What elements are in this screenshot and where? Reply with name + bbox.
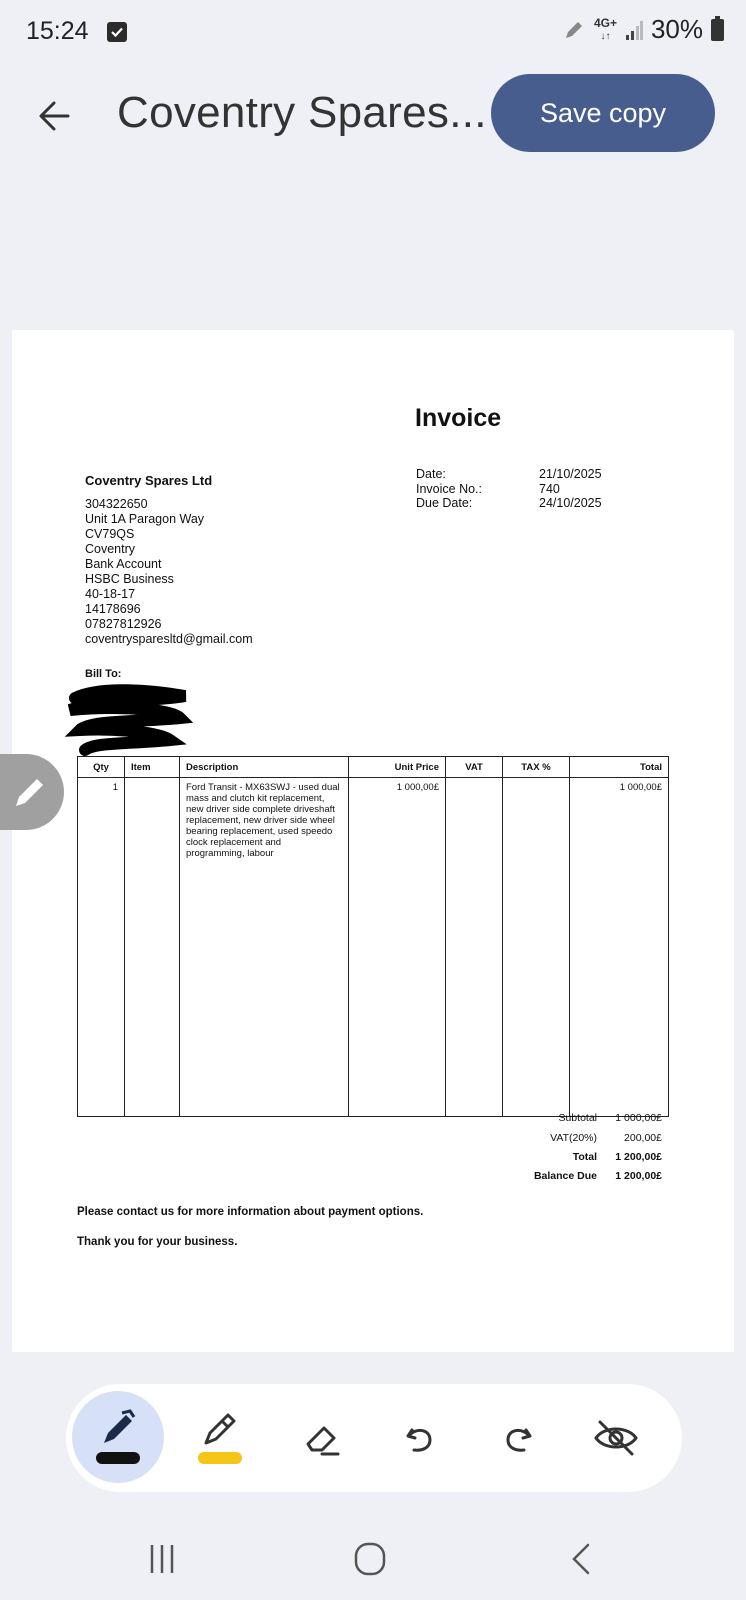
company-line: CV79QS (85, 527, 135, 541)
undo-icon (400, 1418, 440, 1458)
vat-label: VAT(20%) (550, 1132, 597, 1144)
network-indicator: 4G+ ↓↑ (593, 15, 617, 42)
cell-tax (503, 778, 570, 1117)
invoice-meta-labels (416, 467, 482, 511)
battery-percent: 30% (650, 14, 703, 44)
cell-vat (446, 778, 503, 1117)
balance-due-label: Balance Due (533, 1170, 597, 1182)
system-back-button[interactable] (552, 1534, 612, 1584)
cell-qty: 1 (78, 778, 125, 1117)
highlighter-color-swatch (198, 1452, 242, 1464)
highlighter-icon (198, 1407, 242, 1451)
header-tax: TAX % (503, 757, 570, 778)
payment-info-note: Please contact us for more information about payment options. (77, 1206, 424, 1218)
header-vat: VAT (446, 757, 503, 778)
header-item: Item (125, 757, 180, 778)
home-icon (350, 1539, 390, 1579)
table-row (78, 778, 669, 1117)
recent-apps-icon (144, 1541, 180, 1577)
cell-total: 1 000,00£ (570, 778, 669, 1117)
meta-value-invoice-no: 740 (539, 481, 560, 496)
pen-color-swatch (96, 1452, 140, 1464)
meta-value-date: 21/10/2025 (539, 467, 602, 481)
table-header-row (78, 757, 669, 778)
home-button[interactable] (340, 1534, 400, 1584)
battery-icon (711, 19, 724, 41)
subtotal-label: Subtotal (558, 1112, 597, 1124)
system-navigation-bar (0, 1520, 746, 1600)
company-line: Unit 1A Paragon Way (85, 512, 205, 526)
back-arrow-icon[interactable] (34, 96, 74, 136)
meta-value-due-date: 24/10/2025 (539, 496, 602, 510)
company-line: HSBC Business (85, 572, 174, 586)
header-unit-price: Unit Price (349, 757, 446, 778)
bill-to-label: Bill To: (85, 668, 122, 680)
balance-due-value: 1 200,00£ (615, 1170, 662, 1182)
signal-icon (625, 19, 643, 41)
meta-label-due-date: Due Date: (416, 496, 473, 510)
cell-description: Ford Transit - MX63SWJ - used dual mass and clutch kit replacement, new driver side complete driveshaft replacement, new driver side wheel bearing replacement, used speedo clock replacement and programming, labour (180, 778, 349, 1117)
header-total: Total (570, 757, 669, 778)
network-type: 4G+ (593, 15, 617, 30)
save-copy-button[interactable]: Save copy (491, 74, 715, 152)
system-back-icon (564, 1539, 600, 1579)
line-items-table (77, 756, 669, 1117)
eraser-tool-button[interactable] (282, 1384, 362, 1492)
company-line: coventrysparesltd@gmail.com (85, 632, 253, 646)
total-label: Total (572, 1151, 597, 1163)
hide-annotations-icon (592, 1416, 640, 1460)
redaction-scribble (60, 678, 200, 758)
company-line: 304322650 (85, 497, 148, 511)
company-details (85, 497, 253, 647)
company-line: 07827812926 (85, 617, 162, 631)
pen-icon (96, 1407, 140, 1451)
company-line: Bank Account (85, 557, 162, 571)
thanks-note: Thank you for your business. (77, 1236, 238, 1248)
pencil-icon (10, 772, 50, 812)
meta-label-invoice-no: Invoice No.: (416, 481, 483, 496)
invoice-heading: Invoice (415, 404, 502, 432)
meta-label-date: Date: (416, 467, 446, 481)
invoice-meta-values (539, 467, 602, 511)
header-description: Description (180, 757, 349, 778)
app-bar (0, 64, 746, 174)
vat-value: 200,00£ (624, 1132, 662, 1144)
document-title: Coventry Spares... (117, 88, 487, 137)
undo-button[interactable] (380, 1384, 460, 1492)
redo-button[interactable] (478, 1384, 558, 1492)
redo-icon (498, 1418, 538, 1458)
status-bar (0, 0, 746, 64)
total-value: 1 200,00£ (615, 1151, 662, 1163)
company-line: 40-18-17 (85, 587, 136, 601)
company-name: Coventry Spares Ltd (85, 473, 213, 488)
header-qty: Qty (78, 757, 125, 778)
stylus-icon (562, 18, 586, 42)
company-line: Coventry (85, 542, 136, 556)
status-indicators (562, 14, 724, 45)
company-line: 14178696 (85, 602, 141, 616)
document-page (12, 330, 734, 1352)
eraser-icon (300, 1416, 344, 1460)
highlighter-tool-button[interactable] (180, 1384, 260, 1492)
status-time: 15:24 (26, 17, 89, 45)
recent-apps-button[interactable] (132, 1534, 192, 1584)
cell-item (125, 778, 180, 1117)
hide-annotations-button[interactable] (576, 1384, 656, 1492)
annotation-toolbar (66, 1384, 682, 1492)
cell-unit-price: 1 000,00£ (349, 778, 446, 1117)
subtotal-value: 1 000,00£ (615, 1112, 662, 1124)
pen-tool-button[interactable] (78, 1384, 158, 1492)
notification-check-icon (107, 22, 127, 42)
